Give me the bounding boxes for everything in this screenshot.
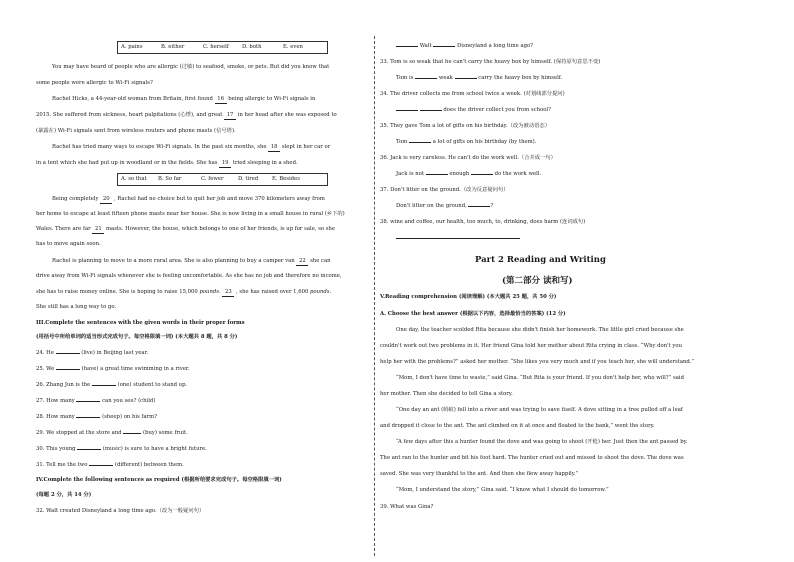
text: Tom xyxy=(396,139,408,145)
text: Don't litter on the ground, xyxy=(396,203,467,209)
section-instruction: (用括号中所给单词的适当形式完成句子。每空格限填一词) (本大题共 8 题，共 8 分) xyxy=(36,334,238,340)
text: ? xyxy=(490,203,494,209)
text: (live) in Beijing last year. xyxy=(81,350,149,356)
paragraph-line: (暴露在) Wi-Fi signals sent from wireless routers and phone masts (信号塔). xyxy=(36,128,236,134)
blank-number: 16 xyxy=(217,96,224,102)
text: does the driver collect you from school? xyxy=(443,107,551,113)
question-31 xyxy=(36,462,184,469)
paragraph-line xyxy=(52,258,331,266)
text: weak xyxy=(438,75,453,81)
text: being allergic to Wi-Fi signals in xyxy=(228,96,316,102)
blank-16[interactable] xyxy=(215,96,227,104)
question-32: 32. Walt created Disneyland a long time ago.（改为一般疑问句） xyxy=(36,508,205,514)
section-heading: IV.Complete the following sentences as required (根据所给要求完成句子。每空格限填一词) xyxy=(36,477,282,483)
text: 28. How many xyxy=(36,414,75,420)
blank-19[interactable] xyxy=(219,160,231,168)
paragraph-line xyxy=(36,160,298,168)
answer-blank[interactable] xyxy=(76,401,100,402)
answer-line-37 xyxy=(396,203,493,210)
section-heading: A. Choose the best answer (根据以下内容，选择最恰当的答案) (12 分) xyxy=(380,311,566,317)
paragraph-line xyxy=(36,226,335,234)
blank-number: 21 xyxy=(94,226,102,232)
blank-number: 22 xyxy=(299,258,306,264)
text: (music) is sure to have a bright future. xyxy=(102,446,207,452)
answer-blank[interactable] xyxy=(455,78,477,79)
word-option: C. herself xyxy=(203,44,229,50)
word-option: C. fewer xyxy=(201,176,224,182)
text: 26. Zhang Jun is the xyxy=(36,382,91,388)
paragraph-line: She still has a long way to go. xyxy=(36,304,117,310)
text: enough xyxy=(449,171,470,177)
text: 31. Tell me the two xyxy=(36,462,88,468)
answer-blank[interactable] xyxy=(420,110,442,111)
answer-blank[interactable] xyxy=(92,385,116,386)
text: 29. We stopped at the store and xyxy=(36,430,122,436)
question-38: 38. wine and coffee, our health, too much, to, drinking, does harm (连词成句) xyxy=(380,219,586,225)
text: 30. This young xyxy=(36,446,76,452)
question-26 xyxy=(36,382,187,389)
text: tried sleeping in a shed. xyxy=(232,160,298,166)
blank-number: 18 xyxy=(270,144,278,150)
text: Rachel is planning to move to a more rural area. She is also planning to buy a camper van xyxy=(52,258,295,264)
answer-blank[interactable] xyxy=(468,206,490,207)
passage-line: “One day an ant (蚂蚁) fell into a river and was trying to save itself. A dove sitting in a tree pulled off a leaf xyxy=(396,407,683,413)
text: (one) student to stand up. xyxy=(117,382,188,388)
word-option: A. pains xyxy=(121,44,143,50)
answer-blank[interactable] xyxy=(426,174,448,175)
answer-line-38 xyxy=(396,235,520,242)
passage-line: and dropped it close to the ant. The ant climbed on it at once and floated to the bank,” went the story. xyxy=(380,423,655,429)
text: in her head after she was exposed to xyxy=(237,112,337,118)
question-37: 37. Don't litter on the ground.（改为反意疑问句） xyxy=(380,187,509,193)
text: 2015. She suffered from sickness, heart palpitations (心悸), and great xyxy=(36,112,223,118)
question-24 xyxy=(36,350,148,357)
word-option: B. either xyxy=(161,44,185,50)
blank-21[interactable] xyxy=(92,226,104,234)
paragraph-line xyxy=(52,196,325,204)
passage-line: “Mom, I don't have time to waste,” said Gina. “But Rita is your friend. If you don't help her, who will?” said xyxy=(396,375,684,381)
answer-blank[interactable] xyxy=(56,369,80,370)
word-option: D. both xyxy=(242,44,262,50)
answer-blank[interactable] xyxy=(396,110,418,111)
question-28 xyxy=(36,414,157,421)
answer-blank[interactable] xyxy=(396,238,520,239)
question-27 xyxy=(36,398,155,405)
passage-line: “A few days after this a hunter found the dove and was going to shoot (开枪) her. Just then the ant passed by. xyxy=(396,439,688,445)
answer-line-32 xyxy=(396,43,533,50)
passage-line: One day, the teacher scolded Rita because she didn't finish her homework. The little girl cried because she xyxy=(396,327,684,333)
paragraph-line: drive away from Wi-Fi signals whenever she is feeling uncomfortable. As she has no job and therefore no income, xyxy=(36,273,342,279)
text: (have) a great time swimming in a river. xyxy=(81,366,190,372)
text: she has to raise money online. She is hoping to raise 15,000 xyxy=(36,289,198,295)
passage-line: saved. She was very thankful to the ant. And then she flew away happily.” xyxy=(380,471,579,477)
question-34: 34. The driver collects me from school twice a week. (对划线部分提问) xyxy=(380,91,565,97)
passage-line: her mother. Then she decided to tell Gina a story. xyxy=(380,391,513,397)
answer-blank[interactable] xyxy=(123,433,141,434)
paragraph-line: some people were allergic to Wi-Fi signals? xyxy=(36,80,153,86)
text: do the work well. xyxy=(494,171,542,177)
section-heading: V.Reading comprehension (阅读理解) (本大题共 25 题，共 50 分) xyxy=(380,294,557,300)
answer-blank[interactable] xyxy=(415,78,437,79)
text: (buy) some fruit. xyxy=(143,430,188,436)
word-box-1 xyxy=(117,41,328,54)
text: Rachel Hicks, a 44-year-old woman from Britain, first found xyxy=(52,96,213,102)
question-29 xyxy=(36,430,188,437)
blank-23[interactable] xyxy=(222,289,234,297)
question-25 xyxy=(36,366,189,373)
blank-number: 19 xyxy=(221,160,229,166)
word-option: E. Besides xyxy=(272,176,300,182)
italic-text: pounds xyxy=(310,289,330,295)
text: can you see? (child) xyxy=(102,398,156,404)
answer-blank[interactable] xyxy=(471,174,493,175)
text: in a tent which she had put up in woodland or in the fields. She has xyxy=(36,160,218,166)
word-option: A. so that xyxy=(121,176,147,182)
paragraph-line xyxy=(52,144,330,152)
text: , she has raised over 1,600 xyxy=(236,289,309,295)
answer-blank[interactable] xyxy=(56,353,80,354)
text: (sheep) on his farm? xyxy=(102,414,158,420)
word-option: E. even xyxy=(283,44,303,50)
section-heading: III.Complete the sentences with the given words in their proper forms xyxy=(36,320,245,326)
answer-blank[interactable] xyxy=(396,46,418,47)
italic-text: pounds xyxy=(199,289,219,295)
blank-20[interactable] xyxy=(100,196,112,204)
text: Rachel has tried many ways to escape Wi-Fi signals. In the past six months, she xyxy=(52,144,267,150)
paragraph-line xyxy=(36,112,337,120)
text: (different) between them. xyxy=(114,462,184,468)
passage-line: The ant ran to the hunter and bit his foot hard. The hunter cried out and missed to shoot the dove. The dove was xyxy=(380,455,684,461)
passage-line: help her with the problems?” asked her mother. “She likes you very much and if you teach her, she will understand.” xyxy=(380,359,695,365)
text: Walt xyxy=(419,43,432,49)
text: . xyxy=(329,289,332,295)
word-option: B. So far xyxy=(158,176,182,182)
question-39: 39. What was Gina? xyxy=(380,504,434,510)
word-option: D. tired xyxy=(238,176,259,182)
question-33: 33. Tom is so weak that he can't carry the heavy box by himself. (保持原句意思不变) xyxy=(380,59,601,65)
passage-line: “Mom, I understand the story,” Gina said. “I know what I should do tomorrow.” xyxy=(396,487,609,493)
text: she can xyxy=(310,258,331,264)
text: Jack is not xyxy=(396,171,424,177)
word-box-2 xyxy=(117,173,328,186)
text: Disneyland a long time ago? xyxy=(457,43,534,49)
answer-blank[interactable] xyxy=(433,46,455,47)
question-30 xyxy=(36,446,207,453)
paragraph-line xyxy=(36,289,331,297)
answer-blank[interactable] xyxy=(76,417,100,418)
text: , Rachel had no choice but to quit her job and move 370 kilometers away from xyxy=(113,196,325,202)
paragraph-line xyxy=(52,96,315,104)
blank-number: 17 xyxy=(226,112,234,118)
text: 27. How many xyxy=(36,398,75,404)
section-points: (每题 2 分，共 14 分) xyxy=(36,492,92,498)
text: 24. He xyxy=(36,350,54,356)
part-title: Part 2 Reading and Writing xyxy=(475,255,606,265)
text: carry the heavy box by himself. xyxy=(478,75,563,81)
answer-blank[interactable] xyxy=(77,449,101,450)
paragraph-line: her home to escape at least fifteen phone masts near her house. She is now living in a small house in rural (乡下的) xyxy=(36,211,345,217)
text: a lot of gifts on his birthday (by them). xyxy=(432,139,537,145)
answer-line-36 xyxy=(396,171,541,178)
paragraph-line: has to move again soon. xyxy=(36,241,101,247)
passage-line: couldn't work out two problems in it. Her friend Gina told her mother about Rita crying in class. “Why don't you xyxy=(380,343,683,349)
text: Tom is xyxy=(396,75,414,81)
blank-22[interactable] xyxy=(296,258,308,266)
text: Wales. There are far xyxy=(36,226,91,232)
blank-number: 23 xyxy=(224,289,232,295)
answer-blank[interactable] xyxy=(409,142,431,143)
text: Being completely xyxy=(52,196,99,202)
blank-17[interactable] xyxy=(224,112,236,120)
question-35: 35. They gave Tom a lot of gifts on his birthday.（改为被动语态） xyxy=(380,123,551,129)
paragraph-line: You may have heard of people who are allergic (过敏) to seafood, smoke, or pets. But did you know that xyxy=(52,64,330,70)
text: 25. We xyxy=(36,366,55,372)
column-divider xyxy=(374,36,375,556)
answer-line-34 xyxy=(396,107,551,114)
blank-number: 20 xyxy=(102,196,110,202)
text: . xyxy=(218,289,221,295)
text: slept in her car or xyxy=(281,144,331,150)
answer-line-35 xyxy=(396,139,536,146)
answer-line-33 xyxy=(396,75,562,82)
part-title-cn: (第二部分 读和写) xyxy=(502,276,573,286)
answer-blank[interactable] xyxy=(89,465,113,466)
blank-18[interactable] xyxy=(268,144,280,152)
question-36: 36. Jack is very careless. He can't do the work well.（合并成一句） xyxy=(380,155,556,161)
text: masts. However, the house, which belongs to one of her friends, is up for sale, so she xyxy=(106,226,336,232)
